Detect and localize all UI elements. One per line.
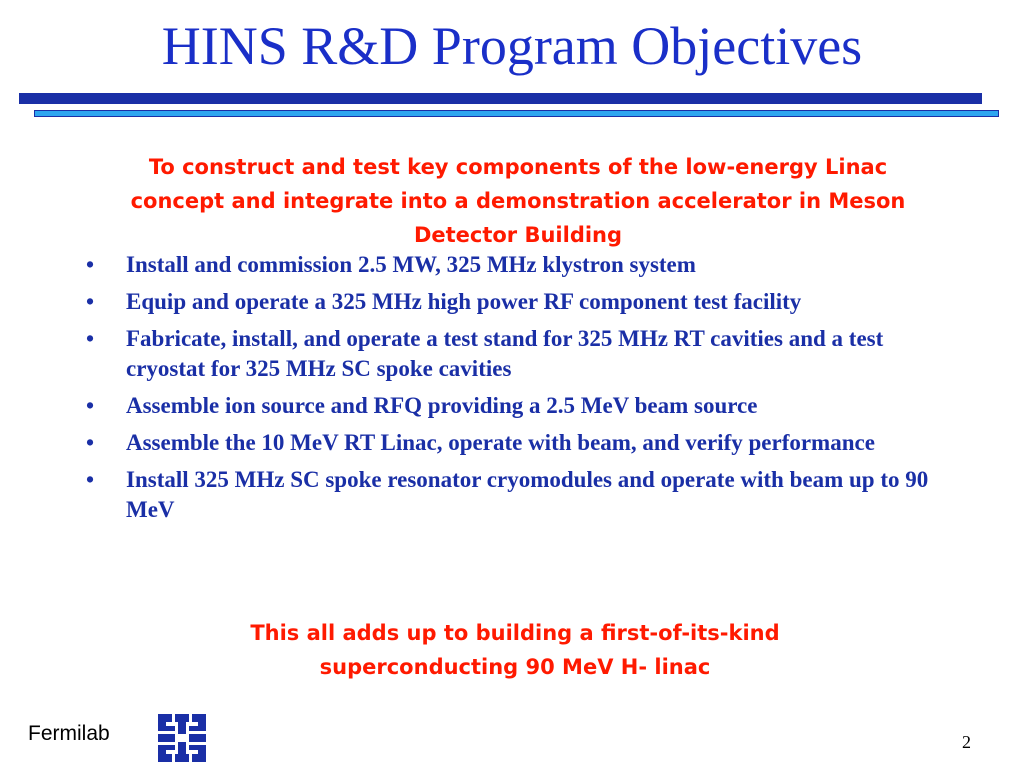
- objectives-list: [86, 250, 946, 532]
- title-rule-light: [34, 110, 999, 117]
- list-item-text: Fabricate, install, and operate a test stand for 325 MHz RT cavities and a test cryostat for 325 MHz SC spoke cavities: [126, 326, 884, 381]
- list-item-text: Assemble the 10 MeV RT Linac, operate with beam, and verify performance: [126, 430, 875, 455]
- intro-statement: To construct and test key components of the low-energy Linac concept and integrate into a demonstration accelerator in Meson Detector Building: [130, 155, 906, 247]
- bullet-icon: •: [86, 326, 95, 351]
- list-item: [86, 465, 946, 525]
- list-item-text: Install 325 MHz SC spoke resonator cryomodules and operate with beam up to 90 MeV: [126, 467, 929, 522]
- list-item-text: Assemble ion source and RFQ providing a 2.5 MeV beam source: [126, 393, 758, 418]
- list-item-text: Equip and operate a 325 MHz high power RF component test facility: [126, 289, 802, 314]
- list-item: [86, 287, 946, 317]
- list-item: [86, 428, 946, 458]
- bullet-icon: •: [86, 289, 95, 314]
- list-item: [86, 250, 946, 280]
- title-rule-dark: [19, 93, 982, 104]
- bullet-icon: •: [86, 467, 95, 492]
- list-item: [86, 324, 946, 384]
- closing-statement: This all adds up to building a first-of-its-kind superconducting 90 MeV H- linac: [250, 621, 780, 679]
- page-number: 2: [962, 732, 971, 752]
- list-item: [86, 391, 946, 421]
- bullet-icon: •: [86, 252, 95, 277]
- fermilab-logo-icon: [158, 714, 206, 762]
- footer-label: Fermilab: [28, 722, 110, 745]
- slide-title: HINS R&D Program Objectives: [161, 16, 863, 76]
- list-item-text: Install and commission 2.5 MW, 325 MHz klystron system: [126, 252, 696, 277]
- bullet-icon: •: [86, 393, 95, 418]
- bullet-icon: •: [86, 430, 95, 455]
